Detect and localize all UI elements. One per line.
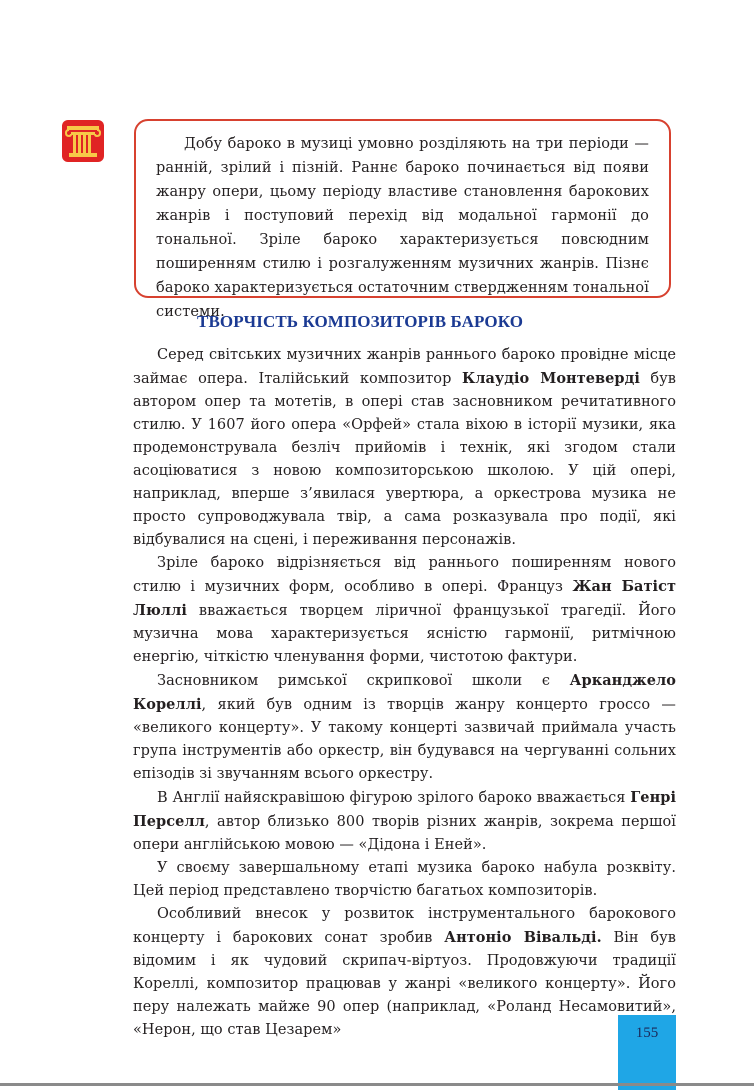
ionic-column-icon	[62, 120, 104, 162]
intro-callout: Добу бароко в музиці умовно розділяють на три періоди — ранній, зрілий і пізній. Раннє бароко починається від появи жанру опери, цьому періоду властиве становлення барокових жанрів і поступовий перехід від модальної гармонії до тональної. Зріле бароко характеризується повсюдним поширенням стилю і розгалуженням музичних жанрів. Пізнє бароко характеризується остаточним ствердженням тональної системи.	[134, 119, 671, 298]
composer-name: Арканджело Кореллі	[133, 672, 676, 713]
column-icon	[62, 120, 104, 162]
section-heading: ТВОРЧІСТЬ КОМПОЗИТОРІВ БАРОКО	[197, 312, 524, 331]
bottom-divider	[0, 1083, 754, 1086]
composer-name: Антоніо Вівальді.	[444, 929, 602, 946]
paragraph: Зріле бароко відрізняється від раннього поширенням нового стилю і музичних форм, особливо в опері. Француз Жан Батіст Люллі вважається творцем ліричної французької трагедії. Його музична мова характеризується ясністю гармонії, ритмічною енергію, чіткістю членування форми, чистотою фактури.	[133, 555, 676, 665]
paragraph: Засновником римської скрипкової школи є Арканджело Кореллі, який був одним із творців жанру концерто гроссо — «великого концерту». У такому концерті зазвичай приймала участь група інструментів або оркестр, він будувався на чергуванні сольних епізодів зі звучанням всього оркестру.	[133, 672, 676, 782]
paragraph: В Англії найяскравішою фігурою зрілого бароко вважається Генрі Перселл, автор близько 800 творів різних жанрів, зокрема першої опери англійською мовою — «Дідона і Еней».	[133, 789, 676, 853]
paragraph: У своєму завершальному етапі музика бароко набула розквіту. Цей період представлено творчістю багатьох композиторів.	[133, 860, 676, 899]
main-text	[133, 344, 676, 1042]
composer-name: Клаудіо Монтеверді	[461, 370, 640, 387]
paragraph: Серед світських музичних жанрів раннього бароко провідне місце займає опера. Італійський композитор Клаудіо Монтеверді був автором опер та мотетів, в опері став засновником речитативного стилю. У 1607 його опера «Орфей» стала віхою в історії музики, яка продемонструвала безліч прийомів і технік, які згодом стали асоціюватися з новою композиторською школою. У цій опері, наприклад, вперше з’явилася увертюра, а оркестрова музика не просто супроводжувала твір, а сама розказувала про події, які відбувалися на сцені, і переживання персонажів.	[133, 347, 677, 548]
page-number: 155	[635, 1025, 659, 1041]
composer-name: Жан Батіст Люллі	[133, 578, 676, 619]
page-number-tab	[618, 1015, 676, 1090]
paragraph: Особливий внесок у розвиток інструментального барокового концерту і барокових сонат зробив Антоніо Вівальді. Він був відомим і як чудовий скрипач-віртуоз. Продовжуючи традиції Кореллі, композитор працював у жанрі «великого концерту». Його перу належать майже 90 опер (наприклад, «Роланд Несамовитий», «Нерон, що став Цезарем»	[133, 906, 676, 1038]
composer-name: Генрі Перселл	[133, 789, 676, 830]
